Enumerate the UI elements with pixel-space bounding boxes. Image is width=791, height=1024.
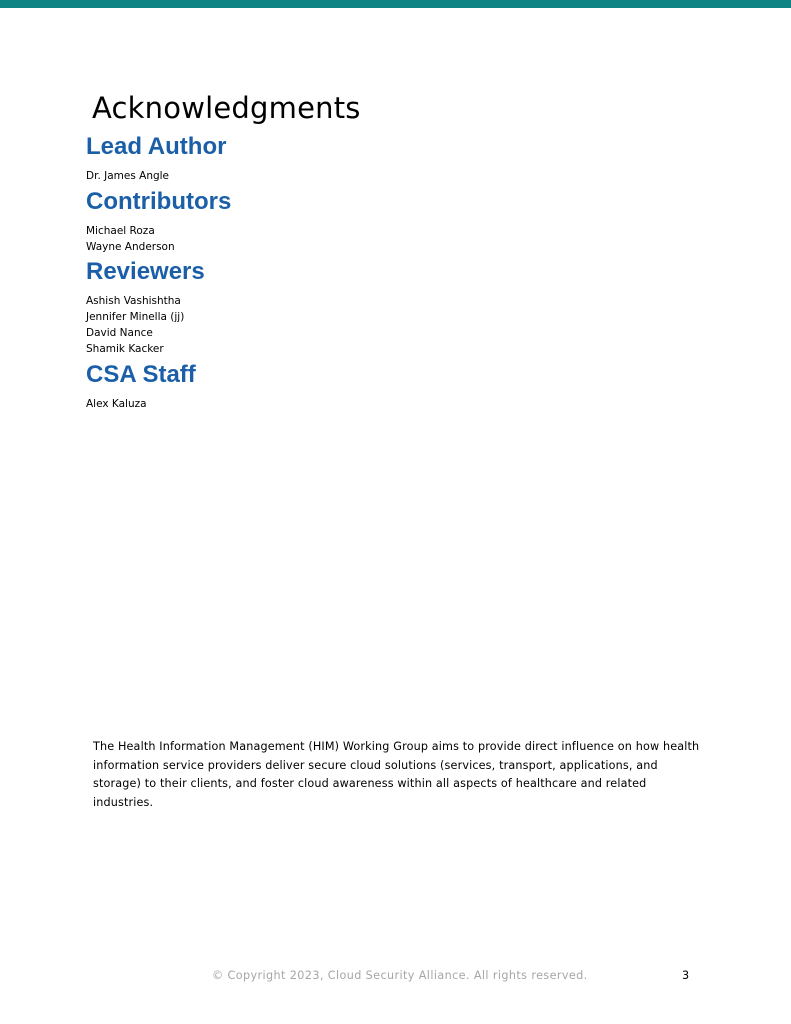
lead-author-name: Dr. James Angle [86, 170, 170, 182]
reviewer-name: David Nance [86, 327, 153, 339]
footer-copyright: © Copyright 2023, Cloud Security Alliance. All rights reserved. [212, 969, 588, 982]
contributors-list [86, 223, 175, 255]
reviewers-heading: Reviewers [86, 258, 205, 285]
contributors-heading: Contributors [86, 188, 232, 215]
csa-staff-list [86, 396, 147, 412]
working-group-description: The Health Information Management (HIM) Working Group aims to provide direct influence on how health information service providers deliver secure cloud solutions (services, transport, applications, and storage) to their clients, and foster cloud awareness within all aspects of healthcare and related industries. [93, 740, 700, 809]
reviewer-name: Shamik Kacker [86, 343, 164, 355]
page-number: 3 [682, 969, 690, 982]
lead-author-list [86, 168, 169, 184]
contributor-name: Wayne Anderson [86, 241, 175, 253]
top-accent-bar [0, 0, 791, 8]
page-title: Acknowledgments [92, 91, 361, 125]
csa-staff-heading: CSA Staff [86, 361, 196, 388]
contributor-name: Michael Roza [86, 225, 155, 237]
reviewer-name: Jennifer Minella (jj) [86, 311, 185, 323]
reviewers-list [86, 293, 184, 357]
reviewer-name: Ashish Vashishtha [86, 295, 181, 307]
lead-author-heading: Lead Author [86, 133, 227, 160]
csa-staff-name: Alex Kaluza [86, 398, 147, 410]
